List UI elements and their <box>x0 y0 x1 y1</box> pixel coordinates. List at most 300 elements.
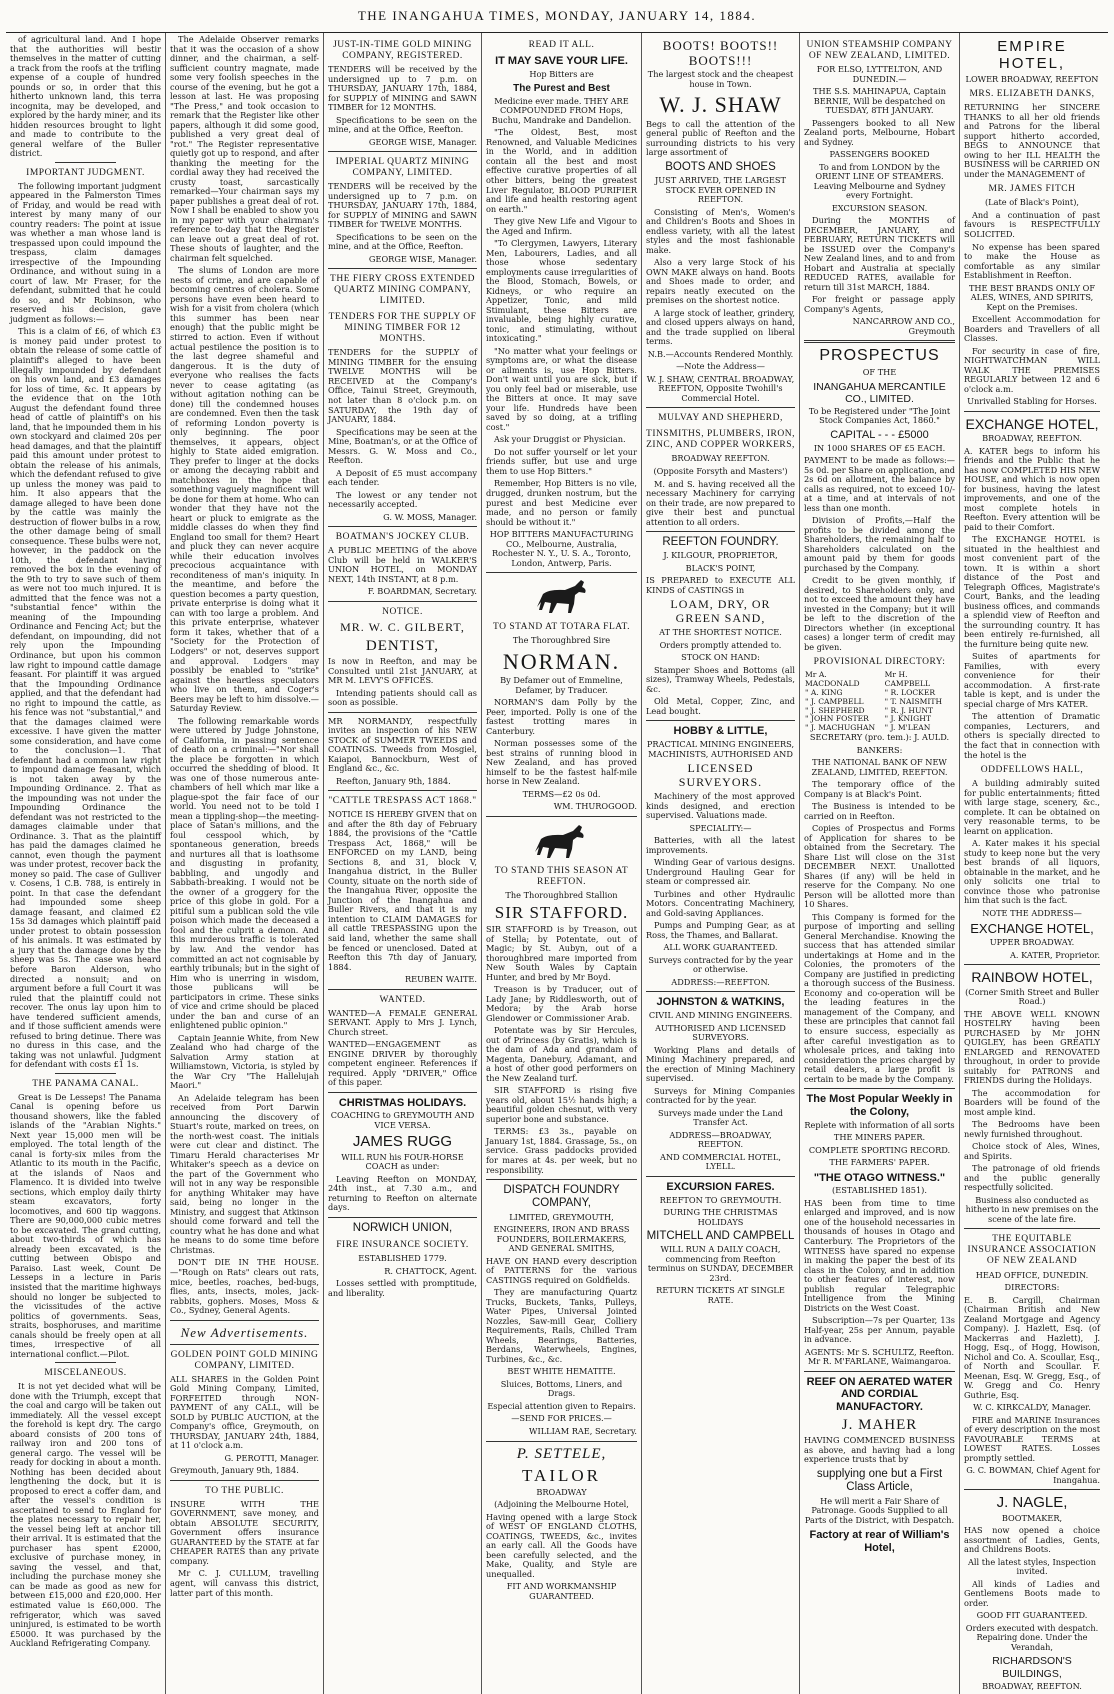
ad-body: THE BEST BRANDS ONLY OF ALES, WINES, AND SPIRITS, Kept on the Premises. <box>968 282 1096 312</box>
ad-heading: NOTICE. <box>382 606 423 617</box>
ad-body: Remember, Hop Bitters is no vile, drugged, drunken nostrum, but the purest and best Medicine ever made, and no person or family should be without it." <box>486 478 637 527</box>
ad-body: WANTED—A FEMALE GENERAL SERVANT. Apply to Mrs J. Lynch, Church street. <box>328 1007 477 1037</box>
table-cell: " J. M'LEAN <box>884 723 931 733</box>
ad-body: They are manufacturing Quartz Trucks, Buckets, Tanks, Pulleys, Water Pipes, Universal Jointed Nozzles, Saw-mill Gear, Colliery Requirements, Rails, Chilled Tram Wheels, Bearings, Batteries, Berdans, Waterwheels, Engines, Turbines, &c., &c. <box>486 1287 637 1364</box>
ad-body: SPECIALITY:— <box>689 822 752 833</box>
ad-body: HEAD OFFICE, DUNEDIN. <box>975 1269 1089 1280</box>
section-new-advertisements: New Advertisements. <box>180 1324 309 1340</box>
ad-body: HAVING COMMENCED BUSINESS as above, and having had a long experience trusts that by <box>804 1435 955 1465</box>
ad-body: Especial attention given to Repairs. <box>487 1400 636 1411</box>
table-cell: " J. KNIGHT <box>884 714 931 724</box>
divider <box>486 1441 637 1442</box>
column-5 <box>642 33 800 1694</box>
ad-body: Begs to call the attention of the general public of Reefton and the surrounding districts to his very large assortment of <box>646 118 795 158</box>
ad-body: Ask your Druggist or Physician. <box>494 434 626 445</box>
table-cell: Mr A. MACDONALD <box>805 670 860 689</box>
ad-body: A PUBLIC MEETING of the above Club will be held in WALKER'S UNION HOTEL, on MONDAY NEXT, 14th INSTANT, at 8 p.m. <box>328 545 477 584</box>
ad-body: Turbines and other Hydraulic Motors. Concentrating Machinery, and Gold-saving Appliances. <box>646 888 795 918</box>
ad-body: The attention of Dramatic companies, Lecturers, and others is specially directed to the fact that in connection with the hotel is the <box>964 711 1100 760</box>
table-cell: " A. KING <box>805 688 843 698</box>
ad-body: The Thoroughbred Stallion <box>505 889 618 900</box>
ad-body: (Adjoining the Melbourne Hotel, <box>494 1499 629 1510</box>
ad-signature: HOP BITTERS MANUFACTURING CO., Melbourne, Australia, Rochester N. Y., U. S. A., Toronto, London, Antwerp, Paris. <box>489 529 634 568</box>
ad-body: Unrivalled Stabling for Horses. <box>967 396 1097 407</box>
ad-body: THE FARMERS' PAPER. <box>829 1157 930 1168</box>
ad-body: BLACK'S POINT, <box>685 562 756 573</box>
ad-heading-large: TAILOR <box>522 1465 601 1485</box>
ad-heading: READ IT ALL. <box>528 40 595 50</box>
ad-heading: JUST-IN-TIME GOLD MINING COMPANY, REGISTERED. <box>333 40 472 62</box>
ad-signature: WM. THUROGOOD. <box>553 801 637 812</box>
ad-body: Passengers booked to all New Zealand ports, Melbourne, Hobart and Sydney. <box>804 117 955 147</box>
ad-body: COACHING to GREYMOUTH AND VICE VERSA. <box>330 1110 475 1130</box>
divider <box>170 1480 319 1481</box>
ad-body: TENDERS will be received by the undersigned up to 7 p.m. on THURSDAY, JANUARY 17th, 1884, for SUPPLY of MINING and SAWN TIMBER for 12 MONTHS. <box>328 64 477 113</box>
ad-heading-bold: The Purest and Best <box>513 83 610 95</box>
ad-heading: TO STAND THIS SEASON AT REEFTON. <box>494 865 629 887</box>
ad-body: IS PREPARED to EXECUTE ALL KINDS of CASTINGS in <box>646 575 795 595</box>
ad-heading: "CATTLE TRESPASS ACT 1868." <box>328 796 477 807</box>
table-cell: " J. SHEPHERD <box>805 705 865 715</box>
ad-body: TERMS: £3 3s., payable on January 1st, 1884. Grassage, 5s., on service. Grass paddocks provided for mares at 4s. per week, but no responsibility. <box>486 1126 637 1175</box>
ad-body: PAYMENT to be made as follows:—5s 0d. per Share on application, and 2s 6d on allotment, the balance by calls as required, not to exceed 10/- at a time, and at intervals of not less than one month. <box>804 455 955 513</box>
ad-body: HAVE ON HAND every description of PATTERNS for the various CASTINGS required on Goldfields. <box>486 1255 637 1285</box>
ad-body: Intending patients should call as soon as possible. <box>328 687 477 708</box>
directors-table <box>804 671 955 733</box>
ad-body: Specifications to be seen on the mine, and at the Office, Reefton. <box>328 231 477 252</box>
divider <box>964 1489 1100 1490</box>
ad-body: IN 1000 SHARES OF £5 EACH. <box>813 442 946 453</box>
ad-body: (Opposite Forsyth and Masters') <box>653 466 788 476</box>
ad-body: Hop Bitters are <box>529 68 594 79</box>
ad-body: Replete with information of all sorts <box>804 1119 955 1130</box>
ad-heading: TO STAND AT TOTARA FLAT. <box>492 622 631 633</box>
ad-heading: UNION STEAMSHIP COMPANY OF NEW ZEALAND, LIMITED. <box>806 40 953 62</box>
ad-body: Do not suffer yourself or let your friends suffer, but use and urge them to use Hop Bitters." <box>486 446 637 476</box>
divider <box>964 411 1100 412</box>
table-cell: " J. CAMPBELL <box>805 696 864 706</box>
ad-heading-large: BOOTS AND SHOES <box>665 160 776 173</box>
ad-body: Medicine ever made. THEY ARE COMPOUNDED FROM Hops, Buchu, Mandrake and Dandelion. <box>491 95 632 125</box>
ad-body: INSURE WITH THE GOVERNMENT, save money, and obtain ABSOLUTE SECURITY, Government offers insurance GUARANTEED by the STATE at far CHEAPER RATES than any private company. <box>170 1498 319 1566</box>
divider <box>486 816 637 817</box>
ad-body: To be Registered under "The Joint Stock Companies Act, 1860." <box>808 405 951 426</box>
divider <box>170 1320 319 1321</box>
ad-body: (Late of Black's Point), <box>984 197 1080 208</box>
table-row <box>804 671 955 689</box>
ad-body: AND COMMERCIAL HOTEL, LYELL. <box>660 1151 781 1172</box>
ad-body: RETURNING her SINCERE THANKS to all her old friends and Patrons for the liberal support hitherto accorded, BEGS to ANNOUNCE that owing to her ILL HEALTH the BUSINESS will be CARRIED ON under the MANAGEMENT of <box>964 102 1100 179</box>
divider <box>328 268 477 269</box>
ad-body: "No matter what your feelings or symptoms are, or what the disease or ailments is, use Hop Bitters. Don't wait until you are sick, but if you only feel bad or miserable, use the Bitters at once. It may save your life. Hundreds have been saved by so doing, at a trifling cost." <box>486 345 637 432</box>
ad-body: NOTE THE ADDRESS— <box>982 907 1082 918</box>
panama-paragraph: Great is De Lesseps! The Panama Canal is opening before us thousand showers, like the fabled islands of the "Arabian Nights." Next year 15,000 men will be employed. The total length of the canal is forty-six miles from the Atlantic to its mouth in the Pacific, at the islands of Naos and Flamenco. It is divided into twelve sections, which employ daily thirty steam excavators, forty locomotives, and 600 tip waggons. There are 90,000,000 cubic metres to be excavated. The grand cutting, about two-thirds of which has already been excavated, is the cutting between Obispo and Paraiso. Last week, Count De Lesseps in a lecture in Paris insisted that the maritime highways should no longer be subjected to the vicissitudes of the active politics of governments. Seas, straits, bosphoruses, and maritime canals should be freely open at all times, irrespective of all international conflict.—Pilot. <box>10 1091 161 1359</box>
ad-heading: THE EQUITABLE INSURANCE ASSOCIATION OF NEW ZEALAND <box>967 1234 1097 1267</box>
ad-body: Norman possesses some of the best strains of running blood in New Zealand, and has proved himself to be the fastest half-mile horse in New Zealand. <box>486 738 637 787</box>
ad-heading: ODDFELLOWS HALL, <box>980 765 1084 776</box>
article-paragraph: The slums of London are more nests of crime, and are capable of becoming centres of cholera. Some persons have even been heard to wish for a visit from cholera (which this summer has been near enough) that the public might be stirred to action. Even if without actual pestilence the position is to the last degree shameful and dangerous. It is the duty of everyone who realises the facts never to cease agitating (as without agitation nothing can be done) till the condemned houses are condemned. Even then the task of reforming London poverty is only beginning. The poor themselves, it appears, object highly to State aided emigration. They prefer to linger at the docks or among the decaying rabbit and matchboxes in the hope that something vaguely magnificent will be done for them at home. Who can wonder that they have not the heart or pluck to emigrate as the middle classes do when they find England too small for them? Heart and pluck they can never acquire while their education involves precocious acquaintance with reconditeness of man's iniquity. In the meantime, and before the question becomes a party question, private enterprise is doing what it can with too large a problem. And this private enterprise, whatever form it takes, whether that of a "Society for the Protection of Lodgers" or not, deserves support and approval. Lodgers may possibly be enabled to "strike" against the heartless speculators who live on them, and Coger's Beers may be left to him dissolve.—Saturday Review. <box>170 265 319 714</box>
ad-heading-bold: Factory at rear of William's Hotel, <box>809 1529 950 1554</box>
ad-body: N.B.—Accounts Rendered Monthly. <box>647 348 794 359</box>
ad-body: BOOTMAKER, <box>1001 1512 1063 1523</box>
ad-heading: MRS. ELIZABETH DANKS, <box>969 89 1095 100</box>
ad-body: Choice stock of Ales, Wines, and Spirits. <box>964 1141 1100 1161</box>
ad-body: Sluices, Bottoms, Liners, and Drags. <box>500 1378 623 1399</box>
headline-miscellaneous: MISCELANEOUS. <box>44 1368 127 1379</box>
ad-body: TENDERS for the SUPPLY of MINING TIMBER for the ensuing TWELVE MONTHS will be RECEIVED at the Company's Office, Tainui Street, Greymouth, not later than 8 o'clock p.m. on SATURDAY, the 19th day of JANUARY, 1884. <box>328 347 477 425</box>
ad-body: GOOD FIT GUARANTEED. <box>976 1610 1088 1621</box>
ad-signature: F. BOARDMAN, Secretary. <box>367 586 477 597</box>
ad-body: "The Oldest, Best, most Renowned, and Valuable Medicines in the World, and in addition contain all the best and most effective curative properties of all other bitters, being the greatest Liver Regulator, BLOOD PURIFIER and life and health restoring agent on earth." <box>486 127 637 214</box>
ad-body: TENDERS will be received by the undersigned up to 7 p.m. on THURSDAY, JANUARY 17th, 1884, for SUPPLY of MINING and SAWN TIMBER for TWELVE MONTHS. <box>328 181 477 230</box>
ad-heading-to-the-public: TO THE PUBLIC. <box>205 1485 284 1496</box>
ad-body: SIR STAFFORD is by Treason, out of Stella; by Potentate, out of Magic; by St. Aubyn, out of a thoroughbred mare imported from New South Wales by Captain Hunter, and bred by Mr Boyd. <box>486 924 637 982</box>
ad-body: LIMITED, GREYMOUTH, <box>509 1211 614 1222</box>
ad-body: Machinery of the most approved kinds designed, and erection supervised. Valuations made. <box>646 791 795 821</box>
ad-body: They give New Life and Vigour to the Aged and Infirm. <box>486 216 637 236</box>
ad-body: ALL SHARES in the Golden Point Gold Mining Company, Limited, FORFEITED through NON-PAYMENT of any CALL, will be SOLD by PUBLIC AUCTION, at the Company's office, Greymouth, on THURSDAY, JANUARY 24th, 1884, at 11 o'clock a.m. <box>170 1373 319 1451</box>
ad-body: A large stock of leather, grindery, and closed uppers always on hand, and the trade supplied on liberal terms. <box>646 307 795 347</box>
ad-body: The Business is intended to be carried on in Reefton. <box>804 801 955 821</box>
ad-signature: W. J. SHAW, CENTRAL BROADWAY, REEFTON, Opposite Twohill's Commercial Hotel. <box>646 373 795 403</box>
ad-body: ESTABLISHED 1779. <box>358 1253 447 1264</box>
ad-heading-large: BOOTS! BOOTS!! BOOTS!!! <box>662 38 779 69</box>
ad-body: WILL RUN A DAILY COACH, commencing from Reefton terminus on SUNDAY, DECEMBER 23rd. <box>647 1244 794 1283</box>
ad-body: Orders promptly attended to. <box>659 639 782 650</box>
ad-body: BANKERS: <box>856 744 903 755</box>
ad-body: Leaving Reefton on MONDAY, 24th inst., at 7.30 a.m., and returning to Reefton on alternate days. <box>328 1173 477 1213</box>
ad-heading-golden-point: GOLDEN POINT GOLD MINING COMPANY, LIMITED. <box>170 1349 319 1371</box>
divider <box>646 531 795 532</box>
ad-heading-large: DENTIST, <box>365 637 440 654</box>
ad-body: The accommodation for Boarders will be found of the most ample kind. <box>964 1087 1100 1117</box>
ad-heading-large: P. SETTELE, <box>516 1445 607 1462</box>
ad-heading-bold: The Most Popular Weekly in the Colony, <box>806 1093 953 1118</box>
ad-body: BROADWAY, REEFTON. <box>982 1680 1082 1691</box>
ad-body: COMPLETE SPORTING RECORD. <box>808 1144 951 1155</box>
divider <box>55 1073 115 1074</box>
divider <box>55 1362 115 1363</box>
ad-body: The lowest or any tender not necessarily accepted. <box>328 489 477 510</box>
ad-body: MR NORMANDY, respectfully invites an inspection of his NEW STOCK of SUMMER TWEEDS and COATINGS. Tweeds from Mosgiel, Kaiapoi, Bannockburn, West of England &c., &c. <box>328 715 477 774</box>
ad-body: UPPER BROADWAY. <box>989 937 1075 948</box>
ad-body: By Defamer out of Emmeline, Defamer, by Traducer. <box>500 675 623 695</box>
ad-heading-large: MITCHELL AND CAMPBELL <box>646 1230 795 1243</box>
ad-body: Surveys contracted for by the year or otherwise. <box>648 954 793 975</box>
ad-body: BROADWAY, REEFTON. <box>982 433 1082 443</box>
divider <box>486 1179 637 1180</box>
ad-heading-large: EXCHANGE HOTEL, <box>970 921 1094 937</box>
ad-body: Business also conducted as hitherto in new premises on the scene of the late fire. <box>965 1194 1099 1224</box>
divider <box>328 1092 477 1093</box>
ad-body: The Thoroughbred Sire <box>512 635 611 646</box>
judgment-paragraph: This is a claim of £6, of which £3 is money paid under protest to obtain the release of some cattle of plaintiff's alleged to have been illegally impounded by defendant on his own land, and £3 damages for loss of time, &c. It appears by the evidence that on the 10th August the defendant found three head of cattle of plaintiff's on his land, that he impounded them in his own stockyard and claimed 20s per head damages, and that the plaintiff paid this amount under protest to obtain the release of his animals, which the defendant refused to give up unless the money was paid to him. It also appears that the damage alleged to have been done by the cattle was mainly the destruction of flower bulbs in a row, the other damage being of small consequence. These bulbs were not, however, in the paddock on the 10th, the defendant having removed the box in the evening of the 9th to try to save such of them as were not too much injured. It is admitted that the fence was not a "substantial fence" within the meaning of the Impounding Ordinance and Fencing Act; but the defendant, on impounding, did not rely upon the Impounding Ordinance, but upon his common law right to impound cattle damage feasant. For plaintiff it was argued that the Impounding Ordinance applied, and that the defendant had no right to impound the cattle, as his fence was not "substantial," and that the damages claimed were excessive. I have given the matter some consideration, and have come to the conclusion—1. That defendant had a common law right to impound damage feasant, which is not taken away by the Impounding Ordinance. 2. That as the impounding was not under the Impounding Ordinance the defendant was not restricted to the damages claimable under that Ordinance. 3. That as the plaintiff has paid the damages claimed he cannot, even though the payment was under protest, recover back the money so paid. The case of Gulliver v. Cosens, 1 C.B. 788, is entirely in point. In that case the defendant had impounded some sheep damage feasant, and claimed £2 15s 3d damages which plaintiff paid under protest to obtain possession of his animals. It was estimated by a jury that the damage done by the sheep was 5s. The case was heard before Baron Alderson, who directed a nonsuit; and on argument before a full Court it was ruled that the plaintiff could not recover. The onus lay upon him to have tendered sufficient amends, and if those sufficient amends were refused to bring detinue. There was no duress in this case, and the taking was not unlawful. Judgment for defendant with costs £1 1s. <box>10 326 161 1070</box>
ad-signature: REUBEN WAITE. <box>405 974 477 985</box>
divider <box>328 601 477 602</box>
ad-body: A Deposit of £5 must accompany each tender. <box>328 467 477 488</box>
ad-body: Old Metal, Copper, Zinc, and Lead bought. <box>646 696 795 716</box>
divider <box>328 989 477 990</box>
ad-body: He will merit a Fair Share of Patronage. Goods Supplied to all Parts of the District, with Despatch. <box>804 1495 955 1525</box>
ad-signature: G. PEROTTI, Manager. <box>224 1452 319 1463</box>
ad-heading-large: W. J. SHAW <box>659 92 782 118</box>
ad-subheading: FIRE INSURANCE SOCIETY. <box>336 1240 469 1251</box>
horse-illustration <box>527 577 597 617</box>
headline-panama: THE PANAMA CANAL. <box>32 1078 139 1089</box>
ad-body: THE ABOVE WELL KNOWN HOSTELRY having been PURCHASED by Mr JOHN QUIGLEY, has been GREATLY ENLARGED and RENOVATED throughout, in order to provide suitably for PATRONS and FRIENDS during the Holidays. <box>964 1008 1100 1086</box>
ad-body: Credit to be given monthly, if desired, to Shareholders only, and not to exceed the amount they have invested in the Company; but it will be left to the discretion of the Directors whether (in exceptional cases) a longer term of credit may be given. <box>804 575 955 652</box>
ad-body: Potentate was by Sir Hercules, out of Princess (by Gratis), which is the dam of Ada and grandam of Magenta, Danebury, Adamant, and a host of other good performers on the New Zealand turf. <box>486 1025 637 1083</box>
ad-body: BEST WHITE HEMATITE. <box>507 1366 616 1377</box>
ad-body: Working Plans and details of Mining Machinery prepared, and the erection of Mining Machinery supervised. <box>646 1044 795 1084</box>
ad-body: FIT AND WORKMANSHIP GUARANTEED. <box>506 1581 617 1601</box>
ad-body: Division of Profits,—Half the profits to be divided among the Shareholders, the remaining half to Shareholders calculated on the amount paid by them for goods purchased by the Company. <box>804 515 955 573</box>
ad-body: HAS been from time to time enlarged and improved, and is now one of the household necessaries in thousands of houses in Otago and Canterbury. The Proprietors of the WITNESS have spared no expense in making the paper the best of its class in the Colony, and in addition to other features of interest, now publish regular Telegraphic Intelligence from the Mining Districts on the West Coast. <box>804 1197 955 1313</box>
ad-subheading: TENDERS FOR THE SUPPLY OF MINING TIMBER FOR 12 MONTHS. <box>328 312 477 345</box>
divider <box>328 151 477 152</box>
column-3 <box>324 33 482 1694</box>
ad-body: A. Kater makes it his special study to keep none but the very best brands of all liquors, obtainable in the market, and he only solicits one trial to convince those who patronise him that such is the fact. <box>964 838 1100 906</box>
ad-body: A building admirably suited for public entertainments; fitted with large stage, scenery, &c., complete. It can be obtained on very reasonable terms, to be learnt on application. <box>964 778 1100 836</box>
ad-body: During the MONTHS of DECEMBER, JANUARY, and FEBRUARY, RETURN TICKETS will be ISSUED over the Company's New Zealand lines, and to and from Hobart and Australia at specially REDUCED RATES, available for return till 31st MARCH, 1884. <box>804 215 955 292</box>
ad-body: FIRE and MARINE Insurances of every description on the most FAVOURABLE TERMS at LOWEST RATES. Losses promptly settled. <box>964 1414 1100 1463</box>
ad-body: Orders executed with despatch. Repairing done. Under the Verandah, <box>965 1622 1099 1652</box>
ad-body: The EXCHANGE HOTEL is situated in the healthiest and most convenient part of the town. It is within a short distance of the Post and Telegraph Offices, Magistrate's Court, Banks, and the leading business offices, and commands a splendid view of Reefton and the surrounding country. It has been entirely re-furnished, all the furniture being quite new. <box>964 534 1100 649</box>
ad-body: No expense has been spared to make the House as comfortable as any similar Establishment in Reefton. <box>964 241 1100 281</box>
ad-body: For freight or passage apply Company's Agents, <box>804 294 955 314</box>
table-cell: " R. J. HUNT <box>884 705 934 715</box>
ad-heading-large: SIR STAFFORD. <box>494 903 629 923</box>
ad-body: AGENTS: Mr S. SCHULTZ, Reefton. Mr R. M'FARLANE, Waimangaroa. <box>804 1346 955 1367</box>
ad-body: J. KILGOUR, PROPRIETOR, <box>663 550 778 561</box>
ad-heading-large: NORWICH UNION, <box>352 1221 453 1234</box>
ad-body: —Note the Address— <box>676 361 765 372</box>
divider <box>328 1217 477 1218</box>
ad-heading: PROVISIONAL DIRECTORY: <box>813 657 946 668</box>
ad-heading-bold: IT MAY SAVE YOUR LIFE. <box>495 55 628 68</box>
ad-heading: WANTED. <box>379 994 426 1005</box>
ad-heading-large: J. MAHER <box>841 1416 918 1433</box>
ad-body: ADDRESS—BROADWAY, REEFTON. <box>669 1129 772 1150</box>
ad-signature: GEORGE WISE, Manager. <box>368 253 477 264</box>
ad-body: Copies of Prospectus and Forms of Application for shares to be obtained from the Secretary. The Share List will close on the 31st DECEMBER NEXT. Unallotted Shares (if any) will be held in reserve for the Company. No one Person will be allotted more than 10 Shares. <box>804 823 955 910</box>
ad-heading-large: RAINBOW HOTEL, <box>971 969 1093 986</box>
ad-body: DURING THE CHRISTMAS HOLIDAYS <box>663 1207 778 1227</box>
divider <box>804 1371 955 1372</box>
ad-body: OF THE <box>862 366 897 377</box>
ad-body: E. B. Cargill, Chairman (Chairman British and New Zealand Mortgage and Agency Company). J. Hazlett, Esq. (of Mackerras and Hazlett), J. Hogg, Esq., of Hogg, Howison, Nichol and Co. A. Scoullar, Esq., of North and Scoullar. F. Meenan, Esq. W. Gregg, Esq., of W. Gregg and Co. Henry Guthrie, Esq. <box>964 1294 1100 1400</box>
column-2 <box>166 33 324 1694</box>
masthead: THE INANGAHUA TIMES, MONDAY, JANUARY 14, 1884. <box>6 0 1108 33</box>
ad-body: The patronage of old friends and the public generally respectfully solicited. <box>964 1163 1100 1193</box>
divider <box>486 572 637 573</box>
ad-body: RETURN TICKETS AT SINGLE RATE. <box>656 1285 785 1305</box>
ad-heading-large: RICHARDSON'S BUILDINGS, <box>992 1655 1072 1680</box>
ad-body: BROADWAY <box>536 1486 587 1497</box>
table-cell: " JOHN FOSTER <box>805 714 869 724</box>
column-7 <box>960 33 1104 1694</box>
ad-body: ADDRESS:—REEFTON. <box>671 976 770 987</box>
ad-body: SECRETARY (pro. tem.): J. AULD. <box>809 732 950 743</box>
ad-body: M. and S. having received all the necessary Machinery for carrying on their trade, are now prepared to give their best and punctual attention to all orders. <box>646 478 795 527</box>
ad-body: Consisting of Men's, Women's and Children's Boots and Shoes in endless variety, with all the latest styles and the most fashionable make. <box>646 206 795 255</box>
ad-heading-large: PROSPECTUS <box>819 347 940 365</box>
ad-body: FOR ELSO, LYTTELTON, AND DUNEDIN.— <box>816 64 943 84</box>
ad-signature: G. W. MOSS, Manager. <box>383 511 477 522</box>
ad-body: CIVIL AND MINING ENGINEERS. <box>648 1010 793 1021</box>
column-6 <box>800 33 960 1694</box>
article-paragraph: An Adelaide telegram has been received from Port Darwin announcing the discovery of Stuart's route, marked on trees, on the north-west coast. The initials were cut clear and distinct. The Timaru Herald characterises Mr Whitaker's speech as a device on the part of the Government who will not in any way be responsible for anything Whitaker may have said, being no longer in the Ministry, and suggest that Atkinson should come forward and tell the country what he has done and what he means to do some time before Christmas. <box>170 1092 319 1255</box>
ad-body: Losses settled with promptitude, and liberality. <box>328 1278 477 1298</box>
ad-body: —SEND FOR PRICES.— <box>511 1413 612 1424</box>
columns <box>6 33 1108 1691</box>
ad-body: Batteries, with all the latest improvements. <box>646 835 795 855</box>
table-cell: " T. NAISMITH <box>884 696 943 706</box>
ad-body: Treason is by Traducer, out of Lady Jane; by Riddlesworth, out of Medora; by the Arab horse Glendower or Commissioner Arab. <box>486 984 637 1023</box>
ad-heading-bold: JOHNSTON & WATKINS, <box>656 996 785 1009</box>
ad-body: Stamper Shoes and Bottoms (all sizes), Tramway Wheels, Pedestals, &c. <box>646 664 795 694</box>
ad-body: AUTHORISED AND LICENSED SURVEYORS. <box>655 1022 786 1043</box>
ad-body: Mr C. J. CULLUM, travelling agent, will canvass this district, latter part of this month. <box>170 1568 319 1598</box>
divider <box>55 162 115 163</box>
ad-heading-large: EMPIRE HOTEL, <box>997 38 1067 73</box>
ad-body: Also a very large Stock of his OWN MAKE always on hand. Boots and Shoes made to order, and repairs neatly executed on the premises on the shortest notice. <box>646 257 795 306</box>
article-intro: of agricultural land. And I hope that the authorities will bestir themselves in the matter of cutting a track from the roofs at the trifling expense of a couple of hundred pounds or so, in order that this hitherto unknown land, this terra incognita, may be developed, and explored by the hardy miner, and its hidden resources brought to light and made to contribute to the general welfare of the Buller district. <box>10 34 161 159</box>
ad-body: Surveys for Mining Companies contracted for by the year. <box>646 1085 795 1106</box>
ad-body: LOWER BROADWAY, REEFTON <box>965 73 1099 84</box>
ad-heading: THE FIERY CROSS EXTENDED QUARTZ MINING COMPANY, LIMITED. <box>330 274 475 307</box>
divider <box>646 1176 795 1177</box>
ad-body: STOCK ON HAND: <box>681 652 760 663</box>
divider <box>328 712 477 713</box>
ad-body: Winding Gear of various designs. Underground Hauling Gear for steam or compressed air. <box>646 857 795 887</box>
ad-body: DIRECTORS: <box>1004 1282 1060 1293</box>
ad-heading-bold: EXCURSION FARES. <box>666 1180 775 1193</box>
ad-heading-large: EXCHANGE HOTEL, <box>965 415 1099 432</box>
ad-body: Specifications to be seen on the mine, and at the Office, Reefton. <box>328 114 477 135</box>
divider <box>646 407 795 408</box>
ad-body: The largest stock and the cheapest house in Town. <box>647 69 794 89</box>
ad-body: EXCURSION SEASON. <box>831 202 928 213</box>
ad-body: AT THE SHORTEST NOTICE. <box>659 627 782 638</box>
ad-heading-bold: REEF ON AERATED WATER AND CORDIAL MANUFACTORY. <box>806 1375 953 1414</box>
ad-body: Having opened with a large Stock of WEST OF ENGLAND CLOTHS, COATINGS, TWEEDS, &c., invites an early call. All the Goods have been carefully selected, and the Make, Quality, and Style are unequalled. <box>486 1511 637 1579</box>
misc-paragraph: It is not yet decided what will be done with the Triumph, except that the coal and cargo will be taken out immediately. All the vessel except the forehold is kept dry. The cargo aboard consists of 200 tons of railway iron and 200 tons of general cargo. The vessel will be ready for docking in about a month. Nothing has been decided about lengthening the dock, but it is proposed to erect a coffer dam, and after the vessel's condition is ascertained to send to England for the plates necessary to repair her, the vessel being left at anchor till their arrival. It is estimated that the purchaser has spent £2000, exclusive of purchase money, in saving the vessel, and that, including the purchase money she can be made as good as new for between £15,000 and £20,000. Her estimated value is £60,000. The refrigerator, which was saved uninjured, is estimated to be worth £5000. It was purchased by the Auckland Refrigerating Company. <box>10 1381 161 1649</box>
ad-body: REEFTON TO GREYMOUTH. <box>659 1194 782 1205</box>
ad-heading: MULVAY AND SHEPHERD, <box>658 413 783 424</box>
ad-body: HAS now opened a choice assortment of Ladies, Gents, and Childrens Boots. <box>964 1525 1100 1555</box>
ad-body: SIR STAFFORD is rising five years old, about 15½ hands high; a beautiful golden chesnut, with very superior bone and substance. <box>486 1085 637 1124</box>
ad-body: Is now in Reefton, and may be Consulted until 21st JANUARY, at MR M. LEVY'S OFFICES. <box>328 656 477 686</box>
article-paragraph: Captain Jeannie White, from New Zealand who had charge of the Salvation Army station at Williamstown, Victoria, is styled by the War Cry "The Hallelujah Maori." <box>170 1032 319 1091</box>
ad-body: W. C. KIRKCALDY, Manager. <box>973 1402 1091 1413</box>
divider <box>804 1088 955 1089</box>
ad-heading-large: supplying one but a First Class Article, <box>816 1467 943 1494</box>
divider <box>328 526 477 527</box>
ad-signature: G. C. BOWMAN, Chief Agent for Inangahua. <box>966 1465 1100 1485</box>
table-cell: " R. LOCKER <box>884 688 936 698</box>
divider <box>804 340 955 343</box>
ad-heading-bold: HOBBY & LITTLE, <box>673 725 768 738</box>
ad-body: BROADWAY REEFTON. <box>671 453 770 464</box>
ad-signature: WILLIAM RAE, Secretary. <box>529 1425 637 1436</box>
ad-body: The temporary office of the Company is at Black's Point. <box>804 779 955 799</box>
ad-body: The Bedrooms have been newly furnished throughout. <box>964 1119 1100 1139</box>
column-4 <box>482 33 642 1694</box>
ad-heading-large: NORMAN. <box>502 648 621 674</box>
ad-body: "To Clergymen, Lawyers, Literary Men, Labourers, Ladies, and all those whose sedentary employments cause irregularities of the Blood, Stomach, Bowels, or Kidneys, or who require an Appetizer, Tonic, and mild Stimulant, these Bitters are invaluable, being highly curative, tonic, and stimulating, without intoxicating." <box>486 238 637 344</box>
ad-heading-large: LICENSED SURVEYORS. <box>678 761 763 790</box>
ad-signature: A. KATER, Proprietor. <box>1010 949 1100 960</box>
divider <box>328 790 477 791</box>
ad-heading-large: DISPATCH FOUNDRY COMPANY, <box>503 1184 620 1210</box>
divider <box>646 991 795 992</box>
table-cell: Mr H. CAMPBELL <box>884 670 931 689</box>
ad-heading: BOATMAN'S JOCKEY CLUB. <box>335 532 470 543</box>
ad-body: Pumps and Pumping Gear, as at Ross, the Thames, and Ballarat. <box>646 920 795 940</box>
ad-body: Suites of apartments for Families, with every convenience for their accommodation. A first-rate table is kept, and is under the special charge of Mrs KATER. <box>964 651 1100 709</box>
ad-body: This Company is formed for the purpose of importing and selling General Merchandise. Knowing the success that has attended similar undertakings at Home and in the Colonies, the promoters of the Company are justified in predicting a thorough success of the Business. Economy and co-operation will be the leading features in the management of the Company, and these are principles that cannot fail to ensure success, especially as after careful investigation as to wholesale prices, and taking into consideration the prices charged by retail dealers, a large profit is certain to be made by the Company. <box>804 911 955 1084</box>
ad-body: WANTED—ENGAGEMENT as ENGINE DRIVER by thoroughly competent engineer. References if required. Apply "DRIVER," Office of this paper. <box>328 1039 477 1088</box>
ad-body: For security in case of fire, NIGHTWATCHMAN WILL WALK THE PREMISES REGULARLY between 12 and 6 o'clock a.m. <box>964 345 1100 394</box>
ad-heading-large: MR. W. C. GILBERT, <box>340 619 465 634</box>
ad-heading-large: INANGAHUA MERCANTILE CO., LIMITED. <box>813 380 946 405</box>
ad-heading-large: J. NAGLE, <box>996 1494 1068 1512</box>
ad-body: PASSENGERS BOOKED <box>829 149 930 160</box>
article-paragraph: The Adelaide Observer remarks that it was the occasion of a show dinner, and the chairman, a self-sufficient country magnate, made some very foolish speeches in the course of the evening, but he got a lesson at last. He was proposing "The Press," and took occasion to remark that the Register like other papers, although it did some good, published a very great deal of "rot." The Register representative quietly got up to respond, and after thanking the meeting for the cordial away they had received the crusty toast, sarcastically remarked—Your chairman says my paper publishes a great deal of rot. Now I shall be enabled to show you in my paper with your chairman's reference to-day that the Register can leave out a great deal of rot. These shouts of laughter, and the chairman felt squelched. <box>170 34 319 263</box>
ad-body: All kinds of Ladies and Gentlemens Boots made to order. <box>964 1578 1100 1608</box>
divider <box>964 964 1100 965</box>
ad-body: (ESTABLISHED 1851). <box>832 1185 927 1196</box>
ad-body: JUST ARRIVED, THE LARGEST STOCK EVER OPENED IN REEFTON. <box>655 175 786 205</box>
ad-date: Greymouth, January 9th, 1884. <box>170 1465 299 1476</box>
ad-body: Specifications may be seen at the Mine, Boatman's, or at the Office of Messrs. G. W. Moss and Co., Reefton. <box>328 426 477 466</box>
divider <box>964 1228 1100 1229</box>
divider <box>170 1344 319 1345</box>
ad-body: NORMAN'S dam Polly by the Peer, imported. Polly is one of the fastest trotting mares in Canterbury. <box>486 697 637 736</box>
ad-heading: MR. JAMES FITCH <box>988 184 1076 195</box>
table-cell: " J. MACHUGHAN <box>805 723 876 733</box>
ad-heading-bold: CHRISTMAS HOLIDAYS. <box>338 1096 467 1109</box>
ad-heading-large: JAMES RUGG <box>352 1133 453 1151</box>
ad-signature: R. CHATTOCK, Agent. <box>384 1265 477 1276</box>
ad-body: ENGINEERS, IRON AND BRASS FOUNDERS, BOILERMAKERS, AND GENERAL SMITHS, <box>493 1224 630 1254</box>
ad-body: TERMS—£2 0s 0d. <box>522 788 601 799</box>
ad-body: Subscription—7s per Quarter, 13s Half-year, 25s per Annum, payable in advance. <box>804 1315 955 1345</box>
judgment-paragraph: The following important judgment appeared in the Palmerston Times of Friday, and would be read with interest by many many of our country readers: The point at issue was whether a man whose land is trespassed upon could impound the trespass, claim damages irrespective of the Impounding Ordinance, and without suing in a court of law. Mr Fraser, for the defendant, submitted that he could do so, and Mr Robinson, who reserved his decision, gave judgment as follows:— <box>10 180 161 324</box>
ad-body: To and from LONDON by the ORIENT LINE OF STEAMERS. Leaving Melbourne and Sydney every Fortnight. <box>813 161 946 201</box>
ad-body: (Corner Smith Street and Buller Road.) <box>965 986 1099 1007</box>
ad-signature: GEORGE WISE, Manager. <box>368 136 477 147</box>
article-paragraph: The following remarkable words were uttered by Judge Johnstone, of California, in passing sentence of death on a criminal:—"Nor shall the place be forgotten in which occurred the shedding of blood. It was one of those numerous ante-chambers of hell which mar like a plague-spot the fair face of our world. You need not to be told I mean a tippling-shop—the meeting-place of Satan's millions, and the foul cesspool which, by spontaneous generation, breeds and nurtures all that is loathsome and disgusting in profanity, babbling, and ungodly and Sabbath-breaking. I would not be the owner of a groggery for the price of this globe in gold. For a pitiful sum a publican sold the vile poison which made the deceased a fool and the culprit a demon. And this murderous traffic is tolerated by law. And the vendor has committed an act not cognisable by earthly tribunals; but in the sight of Him who is unerring in wisdom, those publicans will be participators in crime. These sinks of vice and crime should be placed under the ban and curse of an enlightened public opinion." <box>170 715 319 1031</box>
ad-body: A. KATER begs to inform his friends and the Public that he has now COMPLETED HIS NEW HOUSE, and which is now open for business, having the latest improvements, and one of the most complete hotels in Reefton. Every attention will be paid to their Comfort. <box>964 445 1100 532</box>
ad-body: ALL WORK GUARANTEED. <box>663 942 778 953</box>
ad-body: THE S.S. MAHINAPUA, Captain BERNIE, Will be despatched on TUESDAY, 8TH JANUARY. <box>813 86 946 116</box>
ad-body: Excellent Accommodation for Boarders and Travellers of all Classes. <box>964 314 1100 344</box>
ad-body: THE NATIONAL BANK OF NEW ZEALAND, LIMITED, REEFTON. <box>811 757 948 777</box>
ad-body: All the latest styles, Inspection invited. <box>968 1556 1096 1577</box>
horse-illustration <box>527 821 597 861</box>
headline-judgment: IMPORTANT JUDGMENT. <box>26 167 145 178</box>
ad-heading-large: REEFTON FOUNDRY. <box>662 536 779 549</box>
ad-body: And a continuation of past favours is RESPECTFULLY SOLICITED. <box>964 209 1100 239</box>
ad-body: NOTICE IS HEREBY GIVEN that on and after the 8th day of February 1884, the provisions of the "Cattle Trespass Act, 1868," will be ENFORCED on my LAND, being Sections 8, and 31, block V, Inangahua district, in the Buller County, situate on the north side of the Inangahua River, opposite the Junction of the Inangahua and Buller Rivers, and that it is my intention to CLAIM DAMAGES for all cattle TRESPASSING upon the said land, whether the same shall be fenced or unenclosed. Dated at Reefton this 7th day of January, 1884. <box>328 809 477 972</box>
ad-heading: IMPERIAL QUARTZ MINING COMPANY, LIMITED. <box>335 157 470 179</box>
ad-body: WILL RUN his FOUR-HORSE COACH as under: <box>341 1151 464 1172</box>
ad-heading-large: CAPITAL - - - £5000 <box>830 428 929 441</box>
ad-body: PRACTICAL MINING ENGINEERS, MACHINISTS, AUTHORISED AND <box>646 739 795 759</box>
ad-body: Surveys made under the Land Transfer Act. <box>657 1107 784 1128</box>
